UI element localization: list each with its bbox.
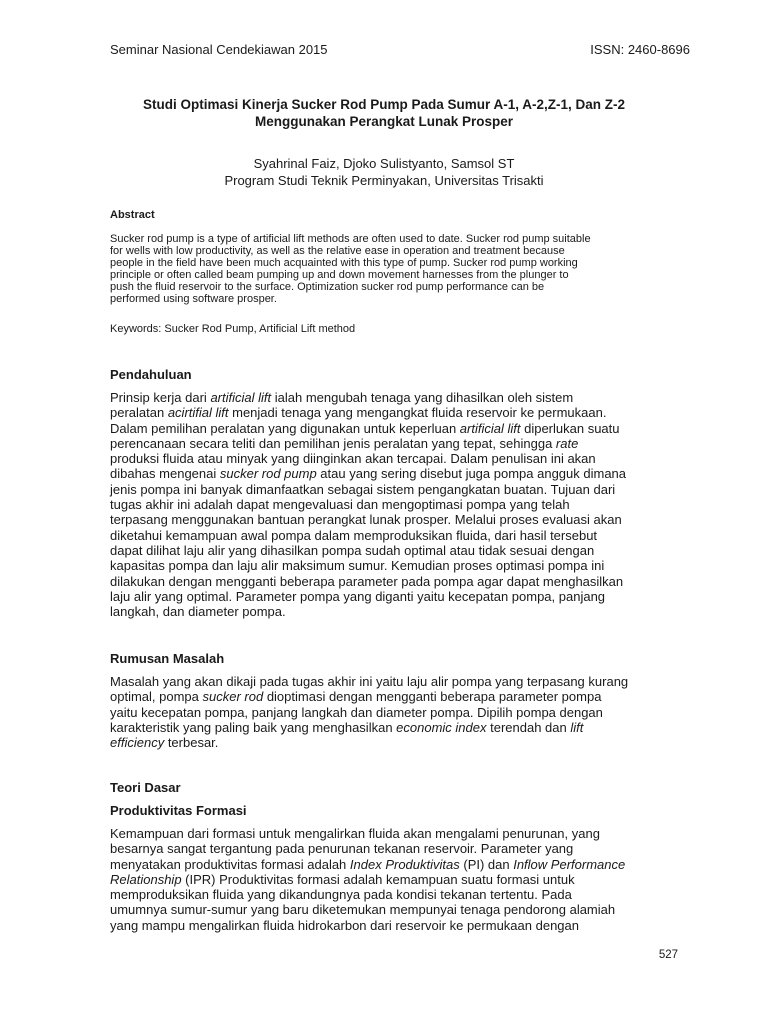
paper-title-line-1: Studi Optimasi Kinerja Sucker Rod Pump Pada Sumur A-1, A-2,Z-1, Dan Z-2 bbox=[142, 97, 626, 112]
author-affiliation: Program Studi Teknik Perminyakan, Universitas Trisakti bbox=[224, 173, 544, 188]
paragraph-line: terpasang menggunakan bantuan perangkat lunak prosper. Melalui proses evaluasi akan bbox=[110, 512, 622, 528]
paragraph-line: besarnya sangat tergantung pada penurunan tekanan reservoir. Parameter yang bbox=[110, 841, 574, 857]
section-heading-teori-dasar: Teori Dasar bbox=[110, 780, 181, 795]
paragraph-line: yang mampu mengalirkan fluida hidrokarbon dari reservoir ke permukaan dengan bbox=[110, 917, 579, 933]
section-body-pendahuluan bbox=[110, 390, 680, 619]
italic-term: Index Produktivitas bbox=[349, 856, 460, 872]
section-heading-pendahuluan: Pendahuluan bbox=[110, 367, 192, 382]
paragraph-line: karakteristik yang paling baik yang menghasilkan economic index terendah dan lift bbox=[110, 719, 584, 735]
abstract-line: for wells with low productivity, as well as the relative ease in operation and treatment because bbox=[110, 245, 565, 257]
paragraph-line: optimal, pompa sucker rod dioptimasi dengan mengganti beberapa parameter pompa bbox=[110, 689, 602, 705]
paragraph-line: memproduksikan fluida yang dikandungnya pada kondisi tekanan tertentu. Pada bbox=[110, 887, 572, 903]
keywords: Keywords: Sucker Rod Pump, Artificial Lift method bbox=[110, 323, 356, 335]
abstract-line: Sucker rod pump is a type of artificial lift methods are often used to date. Sucker rod pump suitable bbox=[110, 233, 591, 245]
italic-term: acirtifial lift bbox=[167, 405, 229, 421]
italic-term: artificial lift bbox=[210, 390, 272, 405]
paragraph-line: peralatan acirtifial lift menjadi tenaga yang mengangkat fluida reservoir ke permukaan. bbox=[110, 405, 607, 421]
italic-term: Inflow Performance bbox=[513, 856, 626, 872]
running-header-issn: ISSN: 2460-8696 bbox=[590, 42, 690, 57]
paragraph-line: langkah, dan diameter pompa. bbox=[110, 604, 286, 620]
italic-term: economic index bbox=[396, 719, 487, 735]
italic-term: rate bbox=[555, 435, 579, 451]
paragraph-line: Relationship (IPR) Produktivitas formasi adalah kemampuan suatu formasi untuk bbox=[110, 871, 575, 887]
paragraph-line: efficiency terbesar. bbox=[110, 735, 219, 751]
italic-term: sucker rod bbox=[202, 689, 264, 705]
italic-term: artificial lift bbox=[459, 420, 521, 436]
italic-term: lift bbox=[570, 719, 584, 735]
paragraph-line: menyatakan produktivitas formasi adalah Index Produktivitas (PI) dan Inflow Performance bbox=[110, 856, 626, 872]
paragraph-line: yaitu kecepatan pompa, panjang langkah dan diameter pompa. Dipilih pompa dengan bbox=[110, 704, 603, 720]
paragraph-line: laju alir yang optimal. Parameter pompa yang diganti yaitu kecepatan pompa, panjang bbox=[110, 588, 606, 604]
page-number: 527 bbox=[658, 949, 678, 961]
author-names: Syahrinal Faiz, Djoko Sulistyanto, Samsol ST bbox=[253, 156, 515, 171]
italic-term: sucker rod pump bbox=[219, 466, 317, 482]
section-body-rumusan-masalah bbox=[110, 674, 680, 750]
paragraph-line: dapat dilihat laju alir yang dihasilkan pompa sudah optimal atau tidak sesuai dengan bbox=[110, 542, 595, 558]
abstract-line: people in the field have been much acquainted with this type of pump. Sucker rod pump working bbox=[110, 257, 578, 269]
paragraph-line: Masalah yang akan dikaji pada tugas akhir ini yaitu laju alir pompa yang terpasang kurang bbox=[110, 674, 629, 689]
section-body-produktivitas-formasi bbox=[110, 826, 680, 933]
paragraph-line: umumnya sumur-sumur yang baru diketemukan mempunyai tenaga pendorong alamiah bbox=[110, 902, 616, 918]
paragraph-line: jenis pompa ini banyak dimanfaatkan sebagai sistem pengangkatan buatan. Tujuan dari bbox=[110, 481, 616, 497]
paper-title-line-2: Menggunakan Perangkat Lunak Prosper bbox=[254, 114, 514, 129]
running-header-left: Seminar Nasional Cendekiawan 2015 bbox=[110, 42, 328, 57]
subsection-heading-produktivitas-formasi: Produktivitas Formasi bbox=[110, 803, 247, 818]
section-heading-rumusan-masalah: Rumusan Masalah bbox=[110, 651, 225, 666]
paragraph-line: Prinsip kerja dari artificial lift ialah mengubah tenaga yang dihasilkan oleh sistem bbox=[110, 390, 574, 405]
abstract-text bbox=[110, 233, 680, 305]
paragraph-line: perencanaan secara teliti dan pemilihan jenis peralatan yang tepat, sehingga rate bbox=[110, 435, 579, 451]
paragraph-line: Kemampuan dari formasi untuk mengalirkan fluida akan mengalami penurunan, yang bbox=[110, 826, 600, 841]
paragraph-line: diketahui kemampuan awal pompa dalam memproduksikan fluida, dari hasil tersebut bbox=[110, 527, 598, 543]
paragraph-line: Dalam pemilihan peralatan yang digunakan untuk keperluan artificial lift diperlukan suatu bbox=[110, 420, 620, 436]
abstract-heading: Abstract bbox=[110, 209, 155, 221]
paragraph-line: dibahas mengenai sucker rod pump atau yang sering disebut juga pompa angguk dimana bbox=[110, 466, 627, 482]
paragraph-line: tugas akhir ini adalah dapat mengevaluasi dan mengoptimasi pompa yang telah bbox=[110, 497, 570, 513]
paragraph-line: kapasitas pompa dan laju alir maksimum sumur. Kemudian proses optimasi pompa ini bbox=[110, 558, 605, 574]
paper-title bbox=[100, 96, 668, 130]
abstract-line: principle or often called beam pumping up and down movement harnesses from the plunger to bbox=[110, 269, 569, 281]
paragraph-line: produksi fluida atau minyak yang diinginkan akan tercapai. Dalam penulisan ini akan bbox=[110, 451, 596, 467]
author-block bbox=[100, 155, 668, 189]
abstract-line: push the fluid reservoir to the surface. Optimization sucker rod pump performance can be bbox=[110, 281, 545, 293]
italic-term: Relationship bbox=[110, 871, 182, 887]
abstract-line: performed using software prosper. bbox=[110, 293, 277, 305]
paragraph-line: dilakukan dengan mengganti beberapa parameter pada pompa agar dapat menghasilkan bbox=[110, 573, 624, 589]
italic-term: efficiency bbox=[110, 735, 165, 751]
